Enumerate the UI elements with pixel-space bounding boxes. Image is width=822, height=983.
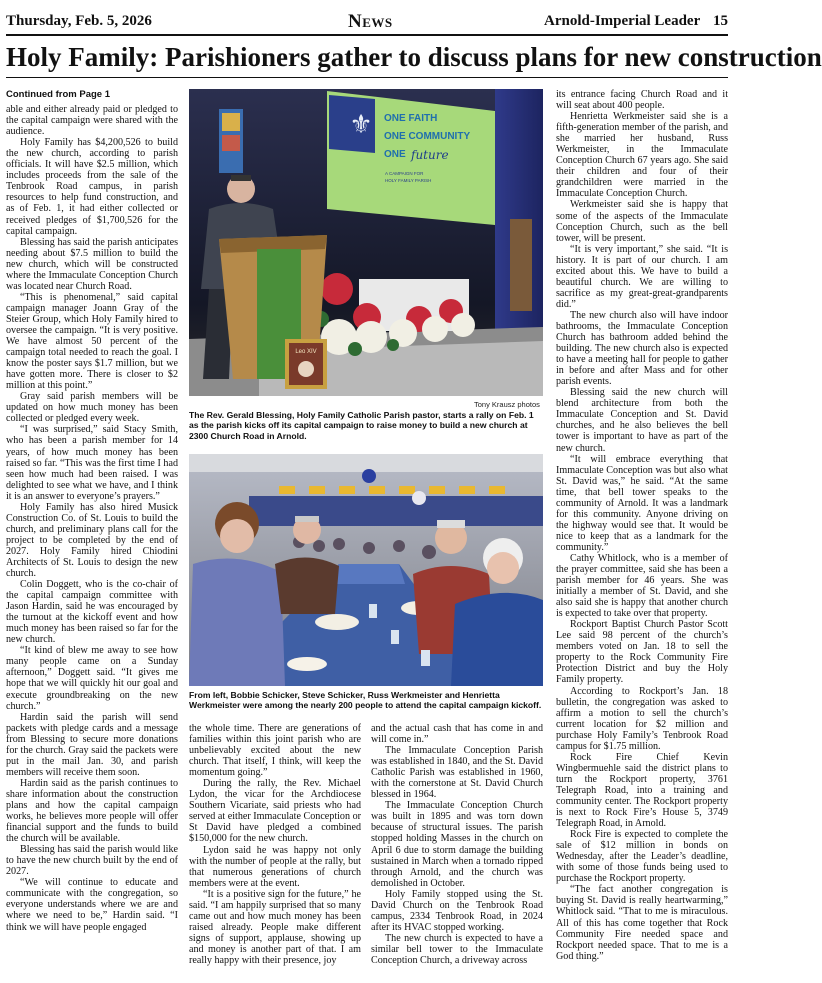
paragraph: “It kind of blew me away to see how many people came on a Sunday afternoon,” Doggett said. “It gives me hope that we will quickly hit our goal and execute groundbreaking on the new church.” (6, 645, 178, 712)
paragraph: Henrietta Werkmeister said she is a fifth-generation member of the parish, and she married her husband, Russ Werkmeister, in the Immaculate Conception Church 67 years ago. She said their children and four of their grandchildren were married in the Immaculate Conception Church. (556, 111, 728, 200)
photo-credit: Tony Krausz photos (474, 400, 540, 409)
paragraph: According to Rockport’s Jan. 18 bulletin, the congregation was asked to affirm a motion to sell the church’s current location for $2 million and purchase Holy Family’s Tenbrook Road campus for $1.75 million. (556, 685, 728, 752)
article-column-2 (189, 723, 361, 966)
paragraph: Blessing has said the parish anticipates needing about $7.5 million to build the new church, which will be constructed where the Immaculate Conception Church was located near Church Road. (6, 236, 178, 292)
paragraph: The Immaculate Conception Church was built in 1895 and was torn down because of structural issues. The parish stopped holding Masses in the church on April 6 due to storm damage the building sustained in March when a tornado ripped through Arnold, and the church was demolished in October. (371, 800, 543, 889)
paragraph: Holy Family has also hired Musick Construction Co. of St. Louis to build the church, and preliminary plans call for the project to be completed by the end of 2027. Holy Family hired Chiodini Architects of St. Louis to design the new church. (6, 501, 178, 580)
paragraph: able and either already paid or pledged to the capital campaign were shared with the audience. (6, 104, 178, 138)
paragraph: The Immaculate Conception Parish was established in 1840, and the St. David Catholic Parish was established in 1960, with the cornerstone at St. David Church blessed in 1964. (371, 745, 543, 801)
article-column-3 (371, 723, 543, 966)
paragraph: “The fact another congregation is buying St. David is really heartwarming,” Whitlock said. “That to me is miraculous. All of this has come together that Rock Community Fire needed space and Rockport needed space. That to me is a God thing.” (556, 884, 728, 962)
banner-small-1: A CAMPAIGN FOR (385, 171, 424, 176)
headline-text: Parishioners gather to discuss plans for new construction (164, 42, 822, 72)
frame-text: Leo XIV (295, 349, 317, 355)
paragraph: “We will continue to educate and communicate with the congregation, so everyone understands where we are and where we need to be,” Hardin said. “I think we will have people engaged (6, 877, 178, 933)
photo-caption-pastor: The Rev. Gerald Blessing, Holy Family Catholic Parish pastor, starts a rally on Feb. 1 as the parish kicks off its capital campaign to raise money to build a new church at 2300 Church Road in Arnold. (189, 410, 534, 441)
photo-caption-parishioners: From left, Bobbie Schicker, Steve Schicker, Russ Werkmeister and Henrietta Werkmeister were among the nearly 200 people to attend the capital campaign kickoff. (189, 690, 542, 711)
article-column-4 (556, 89, 728, 962)
paragraph: “It is a positive sign for the future,” he said. “I am happily surprised that so many came out and how much money has been raised already. People make different signs of support, applause, showing up and money is another part of that. I am really happy with their presence, joy (189, 888, 361, 966)
paragraph: Werkmeister said she is happy that some of the aspects of the Immaculate Conception Church, such as the bell tower, will be present. (556, 199, 728, 244)
banner-small-2: HOLY FAMILY PARISH (385, 178, 432, 183)
paragraph: Colin Doggett, who is the co-chair of the capital campaign committee with Jason Hardin, said he was encouraged by the turnout at the kickoff event and how much money has been raised so far for the new church. (6, 579, 178, 646)
paragraph: Blessing has said the parish would like to have the new church built by the end of 2027. (6, 844, 178, 878)
paragraph: Cathy Whitlock, who is a member of the prayer committee, said she has been a parish member for 46 years. She was initially a member of St. David, and she also said she is happy that another church is expected to take over that property. (556, 552, 728, 620)
photo-parishioners-table (189, 454, 543, 686)
headline-rule (6, 77, 728, 78)
paragraph: “This is phenomenal,” said capital campaign manager Joann Gray of the Steier Group, which Holy Family hired to oversee the campaign. “It is very positive. We have almost 50 percent of the campaign total needed to reach the goal. I know the poster says $1.7 million, but we have gotten more. There is closer to $2 million at this point.” (6, 291, 178, 392)
paragraph: Holy Family has $4,200,526 to build the new church, according to parish officials. It will have $2.5 million, which includes proceeds from the sale of the Tenbrook Road campus, in parish resources to help fund construction, and as of Feb. 1, it had either collected or received pledges of $1,700,526 for the capital campaign. (6, 137, 178, 237)
paragraph: Hardin said as the parish continues to share information about the construction plans and how the capital campaign works, he believes more people will offer financial support and the funds to build the church will be available. (6, 777, 178, 845)
paragraph: Gray said parish members will be updated on how much money has been collected or pledged every week. (6, 391, 178, 425)
svg-text:⚜: ⚜ (349, 110, 373, 140)
paragraph: Lydon said he was happy not only with the number of people at the rally, but that numerous generations of church members were at the event. (189, 844, 361, 889)
headline (6, 40, 822, 74)
masthead-rule (6, 34, 728, 36)
paragraph: “It is very important,” she said. “It is history. It is part of our church. I am excited about this. We have to build a beautiful church. We are willing to sacrifice as my great-great-grandparents did.” (556, 243, 728, 310)
article-column-1 (6, 89, 178, 933)
banner-line-1: ONE FAITH (384, 113, 438, 124)
paragraph: The new church is expected to have a similar bell tower to the Immaculate Conception Church, a driveway across (371, 932, 543, 966)
paragraph: Blessing said the new church will blend architecture from both the Immaculate Conception and St. David churches, and he also believes the bell tower is important to have as part of the new church. (556, 387, 728, 454)
paragraph: Holy Family stopped using the St. David Church on the Tenbrook Road campus, 2334 Tenbrook Road, in 2024 after its HVAC stopped working. (371, 888, 543, 933)
paragraph: Rock Fire Chief Kevin Wingbermuehle said the district plans to turn the Rockport property, 3761 Telegraph Road, into a training and community center. The Rockport property is next to Rock Fire’s House 5, 3749 Telegraph Road, in Arnold. (556, 751, 728, 830)
headline-kicker: Holy Family: (6, 42, 159, 72)
paragraph: its entrance facing Church Road and it will seat about 400 people. (556, 89, 728, 112)
paragraph: “I was surprised,” said Stacy Smith, who has been a parish member for 14 years, of how much money has been raised so far. “This was the first time I had seen how much had been raised. I was delighted to see what we have, and I think it is an answer to everyone’s prayers.” (6, 424, 178, 502)
paragraph: “It will embrace everything that Immaculate Conception was but also what St. David was,” he said. “At the same time, that bell tower speaks to the community of Arnold. It was a landmark for this community. Anyone driving on the highway would see that. It would be nice to keep that as a landmark for the community.” (556, 453, 728, 553)
paragraph: and the actual cash that has come in and will come in.” (371, 723, 543, 746)
page-number: 15 (713, 13, 728, 29)
banner-line-2: ONE COMMUNITY (384, 131, 471, 142)
paragraph: Rock Fire is expected to complete the sale of $12 million in bonds on Wednesday, after the Leader’s deadline, with some of those funds being used to purchase the Rockport property. (556, 829, 728, 885)
continued-label: Continued from Page 1 (6, 89, 110, 100)
section-name: News (348, 11, 393, 32)
banner-script: future (411, 148, 449, 162)
newspaper-name: Arnold-Imperial Leader (544, 13, 701, 29)
photo-parishioners-image (189, 454, 543, 686)
masthead (6, 11, 728, 31)
issue-date: Thursday, Feb. 5, 2026 (6, 13, 152, 29)
photo-pastor-image (189, 89, 543, 396)
banner-line-3: ONE (384, 149, 406, 160)
photo-pastor-lectern (189, 89, 543, 396)
paragraph: Rockport Baptist Church Pastor Scott Lee said 98 percent of the church’s members voted on Jan. 18 to sell the property to the Rock Community Fire Protection District and buy the Holy Family property. (556, 619, 728, 686)
paragraph: During the rally, the Rev. Michael Lydon, the vicar for the Archdiocese Southern Vicariate, said priests who had served at either Immaculate Conception or St David have pledged a combined $150,000 for the new church. (189, 778, 361, 845)
paragraph: the whole time. There are generations of families within this joint parish who are unbelievably excited about the new church. That itself, I think, will keep the momentum going.” (189, 723, 361, 779)
paragraph: Hardin said the parish will send packets with pledge cards and a message from Blessing to secure more donations for the church. Gray said the packets were put in the mail Jan. 30, and parish members will receive them soon. (6, 711, 178, 778)
paragraph: The new church also will have indoor bathrooms, the Immaculate Conception Church has bathroom added behind the building. The new church also is expected to have a meeting hall for people to gather in before and after Mass and for other parish events. (556, 309, 728, 388)
